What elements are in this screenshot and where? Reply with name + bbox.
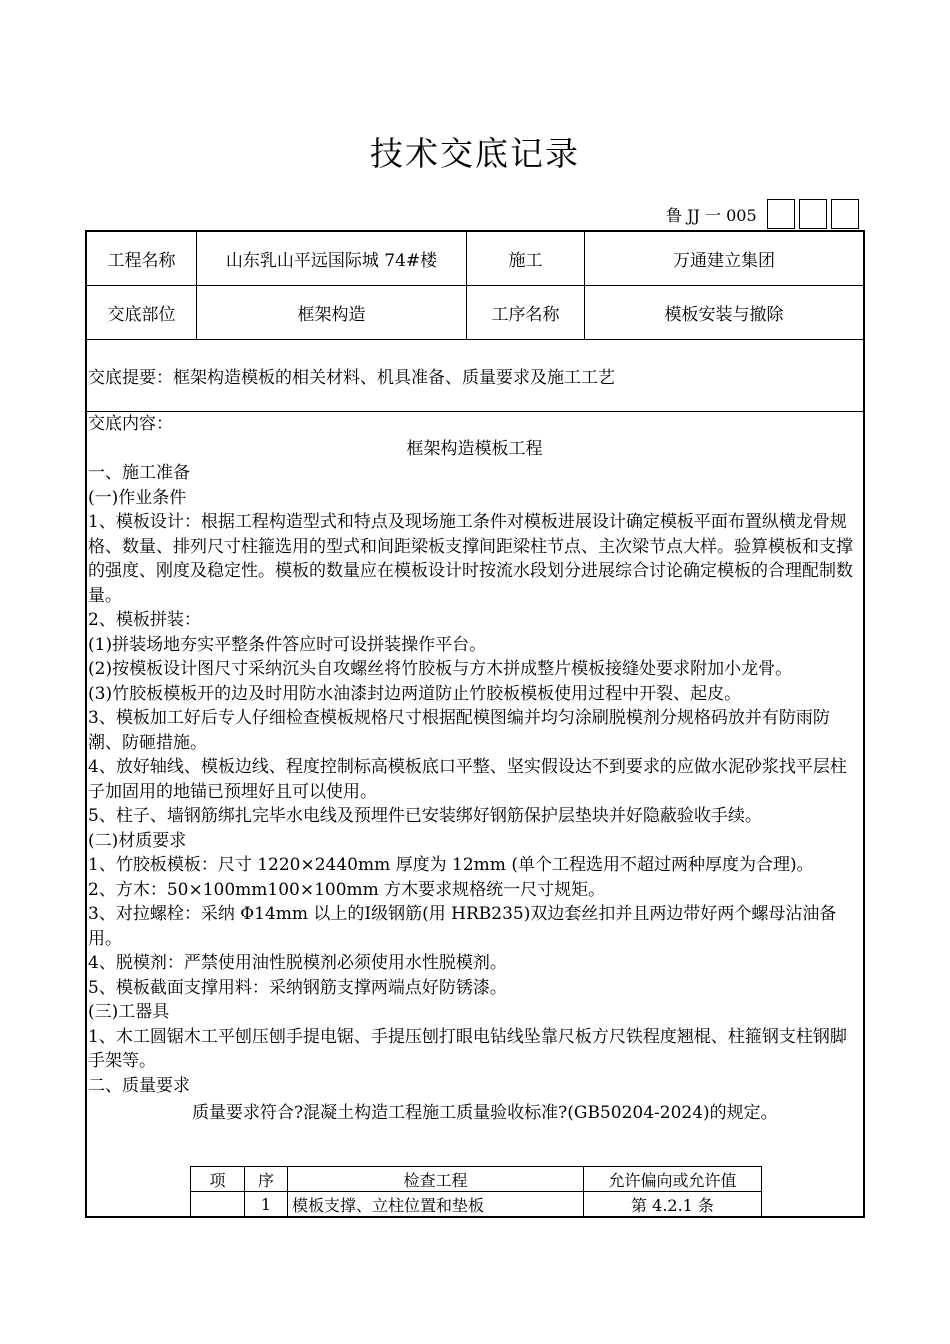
- content-line: 1、木工圆锯木工平刨压刨手提电锯、手提压刨打眼电钻线坠靠尺板方尺铁程度翘棍、柱箍钢支柱钢脚手架等。: [88, 1026, 847, 1071]
- construct-label: 施工: [467, 232, 585, 285]
- content-heading: 框架构造模板工程: [406, 438, 543, 459]
- content-line: 1、模板设计：根据工程构造型式和特点及现场施工条件对模板进展设计确定模板平面布置纵横龙骨规格、数量、排列尺寸柱箍选用的型式和间距梁板支撑间距梁柱节点、主次梁节点大样。验算模板和支撑的强度、刚度及稳定性。模板的数量应在模板设计时按流水段划分进展综合讨论确定模板的合理配制数量。: [88, 512, 853, 606]
- col-allow: 允许偏向或允许值: [584, 1167, 762, 1192]
- quality-table: [190, 1166, 762, 1217]
- process-value: 模板安装与撤除: [664, 305, 784, 325]
- content-line: (一)作业条件: [88, 487, 187, 508]
- part-label: 交底部位: [87, 286, 197, 339]
- cell-check: 模板支撑、立柱位置和垫板: [288, 1192, 584, 1217]
- document-title: 技术交底记录: [370, 134, 580, 173]
- form-code: [666, 198, 859, 230]
- cell-item: [191, 1192, 245, 1217]
- content-line: 3、对拉螺栓：采纳 Φ14mm 以上的Ⅰ级钢筋(用 HRB235)双边套丝扣并且两边带好两个螺母沾油备用。: [88, 904, 837, 949]
- content-line: 2、方木：50×100mm100×100mm 方木要求规格统一尺寸规矩。: [88, 879, 606, 900]
- table-row: [191, 1192, 762, 1217]
- quality-table-header: [191, 1167, 762, 1192]
- content-line: 3、模板加工好后专人仔细检查模板规格尺寸根据配模图编并均匀涂刷脱模剂分规格码放并有防雨防潮、防砸措施。: [88, 708, 830, 753]
- code-box-1: [767, 199, 795, 229]
- col-seq: 序: [245, 1167, 288, 1192]
- cell-seq: 1: [245, 1192, 288, 1217]
- quality-note: 质量要求符合?混凝土构造工程施工质量验收标准?(GB50204-2024)的规定。: [192, 1103, 778, 1123]
- code-box-2: [799, 199, 827, 229]
- part-value: 框架构造: [197, 286, 467, 339]
- header-row-2: [87, 286, 863, 340]
- form-code-text: 鲁 JJ 一 005: [666, 205, 757, 225]
- content-line: (3)竹胶板模板开的边及时用防水油漆封边两道防止竹胶板模板使用过程中开裂、起皮。: [88, 683, 742, 704]
- content-line: 1、竹胶板模板：尺寸 1220×2440mm 厚度为 12mm (单个工程选用不超过两种厚度为合理)。: [88, 855, 814, 875]
- content-line: 5、柱子、墙钢筋绑扎完毕水电线及预埋件已安装绑好钢筋保护层垫块并好隐蔽验收手续。: [88, 806, 762, 826]
- content-line: 4、脱模剂：严禁使用油性脱模剂必须使用水性脱模剂。: [88, 953, 507, 973]
- header-row-1: [87, 232, 863, 286]
- construct-value: 万通建立集团: [673, 251, 775, 271]
- content-line: (三)工器具: [88, 1002, 170, 1022]
- content-line: (二)材质要求: [88, 830, 187, 851]
- content-body: [88, 412, 861, 1126]
- content-line: 一、施工准备: [88, 463, 190, 483]
- process-label: 工序名称: [467, 286, 585, 339]
- project-value: 山东乳山平远国际城 74#楼: [197, 232, 467, 285]
- content-line: (1)拼装场地夯实平整条件答应时可设拼装操作平台。: [88, 634, 487, 655]
- content-line: 2、模板拼装：: [88, 610, 201, 630]
- code-box-3: [831, 199, 859, 229]
- col-check: 检查工程: [288, 1167, 584, 1192]
- summary: 交底提要：框架构造模板的相关材料、机具准备、质量要求及施工工艺: [87, 340, 863, 412]
- content-line: 5、模板截面支撑用料：采纳钢筋支撑两端点好防锈漆。: [88, 977, 507, 998]
- project-label: 工程名称: [87, 232, 197, 285]
- content-line: (2)按模板设计图尺寸采纳沉头自攻螺丝将竹胶板与方木拼成整片模板接缝处要求附加小龙骨。: [88, 659, 793, 679]
- record-table: [85, 230, 865, 1218]
- content-line: 4、放好轴线、模板边线、程度控制标高模板底口平整、坚实假设达不到要求的应做水泥砂浆找平层柱子加固用的地锚已预埋好且可以使用。: [88, 757, 847, 802]
- col-item: 项: [191, 1167, 245, 1192]
- cell-allow: 第 4.2.1 条: [584, 1192, 762, 1217]
- content-line: 二、质量要求: [88, 1075, 190, 1096]
- content-intro: 交底内容：: [88, 414, 173, 434]
